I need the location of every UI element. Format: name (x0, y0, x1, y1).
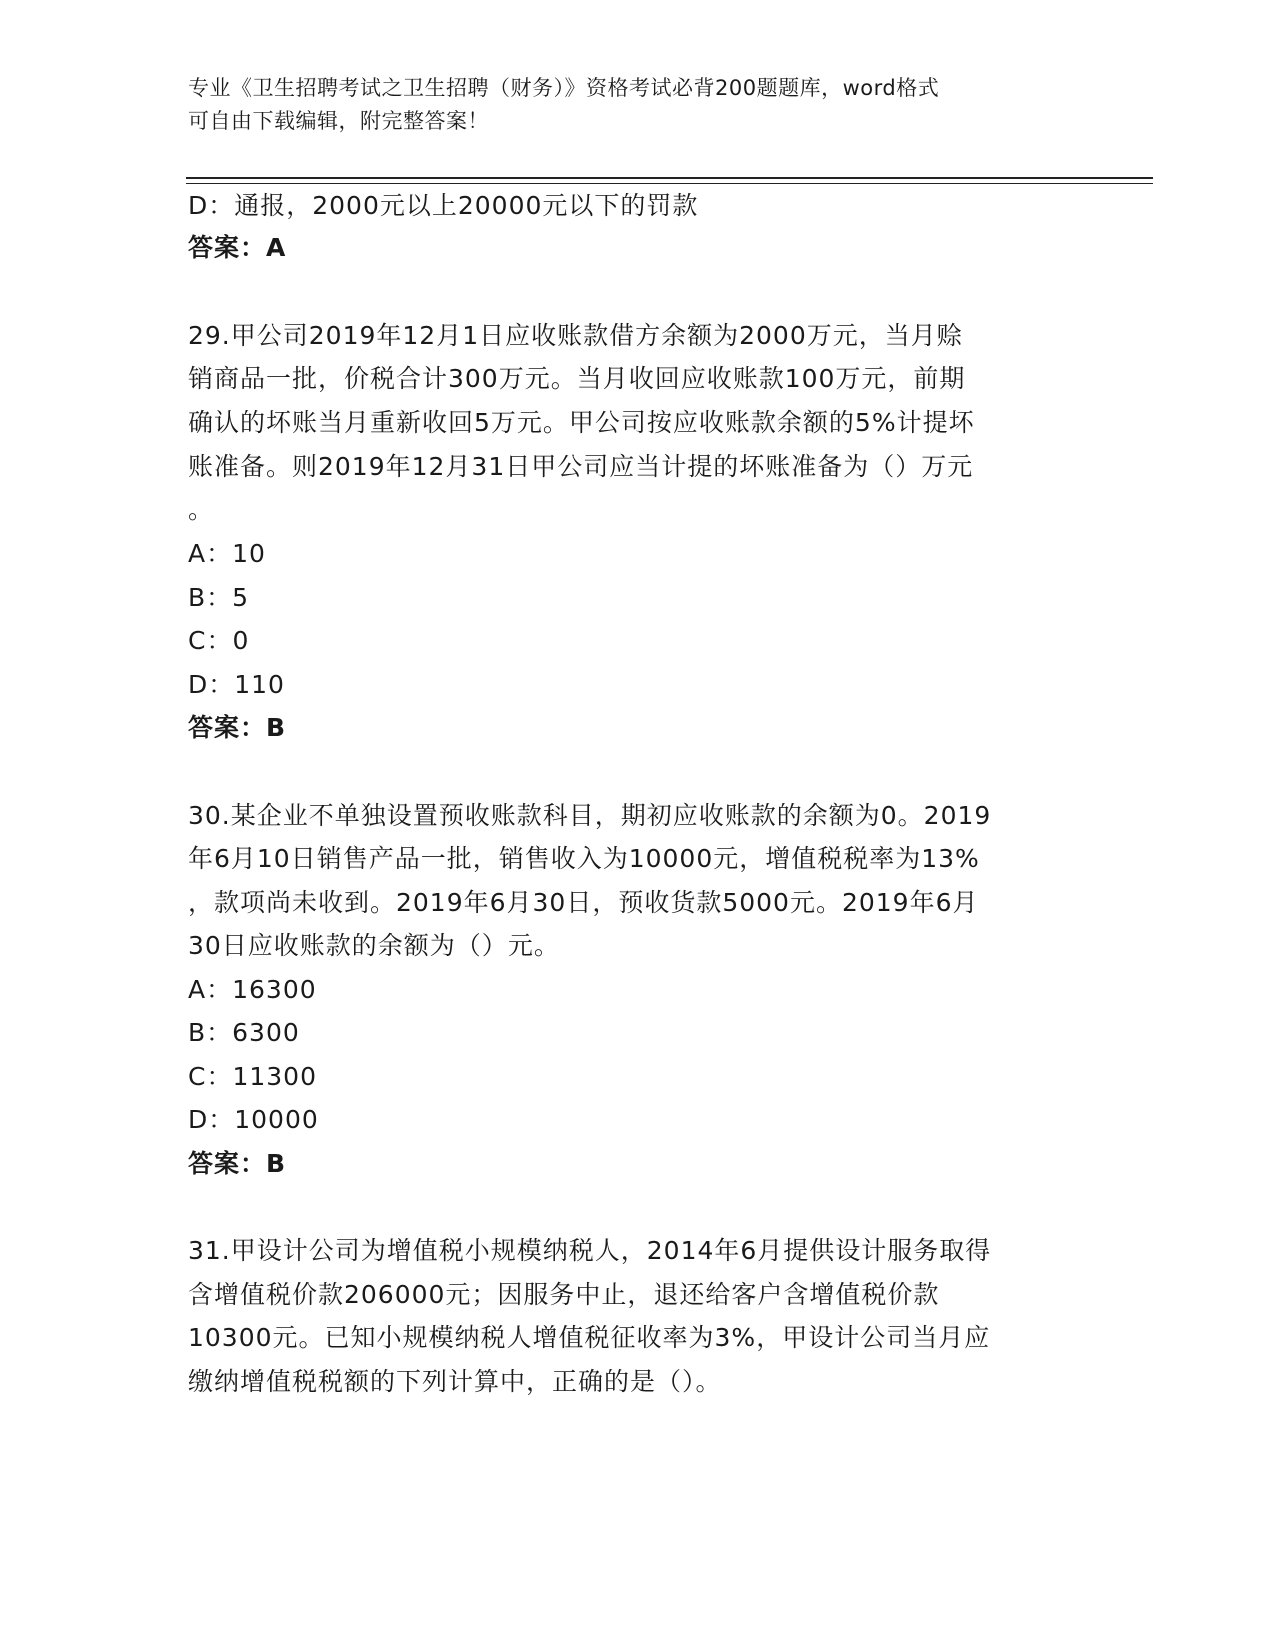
q30-stem-line-4: 30日应收账款的余额为（）元。 (188, 931, 560, 960)
q29-option-d: D：110 (188, 670, 285, 699)
q31-stem-line-2: 含增值税价款206000元；因服务中止，退还给客户含增值税价款 (188, 1280, 940, 1309)
q30-stem-line-2: 年6月10日销售产品一批，销售收入为10000元，增值税税率为13% (188, 844, 980, 873)
q29-option-a: A：10 (188, 539, 266, 568)
q29-stem-line-1: 29.甲公司2019年12月1日应收账款借方余额为2000万元，当月赊 (188, 321, 963, 350)
q29-stem-line-2: 销商品一批，价税合计300万元。当月收回应收账款100万元，前期 (188, 364, 966, 393)
q31-stem-line-4: 缴纳增值税税额的下列计算中，正确的是（）。 (188, 1367, 722, 1396)
header-line-1: 专业《卫生招聘考试之卫生招聘（财务）》资格考试必背200题题库，word格式 (188, 76, 940, 100)
q30-stem-line-3: ，款项尚未收到。2019年6月30日，预收货款5000元。2019年6月 (188, 888, 979, 917)
document-header (188, 72, 1088, 138)
q29-stem-line-3: 确认的坏账当月重新收回5万元。甲公司按应收账款余额的5%计提坏 (188, 408, 975, 437)
q29-option-b: B：5 (188, 583, 250, 612)
q30-answer: 答案：B (188, 1149, 287, 1178)
q30-option-a: A：16300 (188, 975, 317, 1004)
q28-answer: 答案：A (188, 233, 287, 262)
q30-option-b: B：6300 (188, 1018, 300, 1047)
header-divider-thin (186, 183, 1153, 184)
q29-stem-line-4: 账准备。则2019年12月31日甲公司应当计提的坏账准备为（）万元 (188, 452, 974, 481)
header-divider-thick (186, 177, 1153, 179)
q31-stem-line-1: 31.甲设计公司为增值税小规模纳税人，2014年6月提供设计服务取得 (188, 1236, 992, 1265)
q30-stem-line-1: 30.某企业不单独设置预收账款科目，期初应收账款的余额为0。2019 (188, 801, 992, 830)
header-line-2: 可自由下载编辑，附完整答案！ (188, 109, 489, 133)
q30-option-d: D：10000 (188, 1105, 319, 1134)
q29-answer: 答案：B (188, 713, 287, 742)
q28-option-d: D：通报，2000元以上20000元以下的罚款 (188, 191, 699, 220)
q29-option-c: C：0 (188, 626, 250, 655)
q29-stem-line-5: 。 (188, 495, 215, 524)
q31-stem-line-3: 10300元。已知小规模纳税人增值税征收率为3%，甲设计公司当月应 (188, 1323, 991, 1352)
q30-option-c: C：11300 (188, 1062, 317, 1091)
